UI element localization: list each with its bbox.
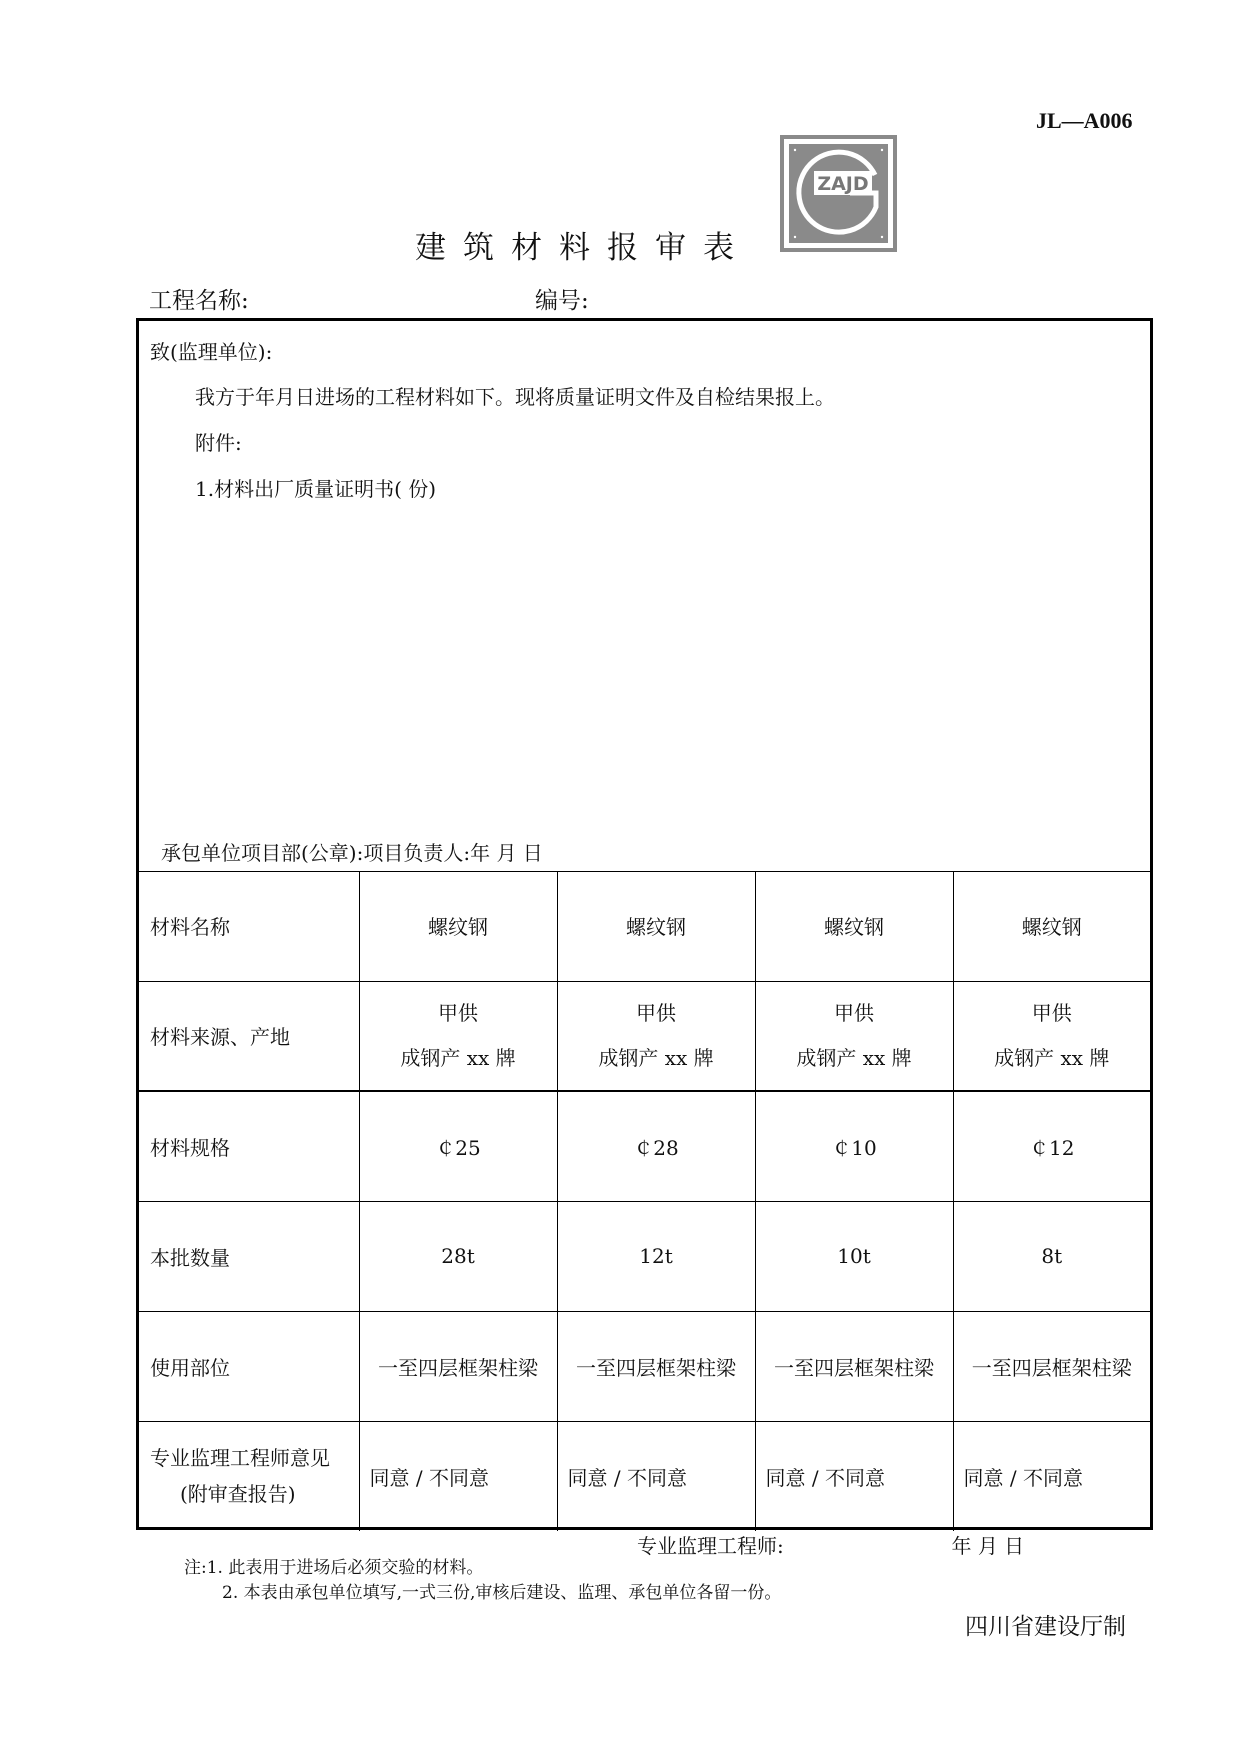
quantity-cell: 8t xyxy=(953,1201,1150,1311)
engineer-opinion-cell[interactable]: 同意 / 不同意 xyxy=(557,1421,755,1531)
material-source-cell: 甲供 成钢产 xx 牌 xyxy=(557,981,755,1091)
material-name-cell: 螺纹钢 xyxy=(953,871,1150,981)
row-label: 材料来源、产地 xyxy=(139,981,359,1091)
row-label: 专业监理工程师意见 (附审查报告) xyxy=(139,1421,359,1531)
row-label: 使用部位 xyxy=(139,1311,359,1421)
quantity-cell: 28t xyxy=(359,1201,557,1311)
usage-location-cell: 一至四层框架柱梁 xyxy=(557,1311,755,1421)
engineer-opinion-cell[interactable]: 同意 / 不同意 xyxy=(755,1421,953,1531)
table-row xyxy=(139,1091,1150,1201)
form-frame xyxy=(136,318,1153,1530)
issuer-label: 四川省建设厅制 xyxy=(965,1614,1126,1640)
material-spec-cell: ￠10 xyxy=(755,1091,953,1201)
zajd-logo xyxy=(780,135,897,252)
submission-section xyxy=(139,321,1150,872)
project-name-label: 工程名称: xyxy=(149,288,249,314)
statement-text: 我方于年月日进场的工程材料如下。现将质量证明文件及自检结果报上。 xyxy=(195,385,835,409)
material-name-cell: 螺纹钢 xyxy=(557,871,755,981)
material-table xyxy=(139,871,1150,1531)
quantity-cell: 10t xyxy=(755,1201,953,1311)
row-label: 材料规格 xyxy=(139,1091,359,1201)
table-row xyxy=(139,1421,1150,1531)
material-spec-cell: ￠25 xyxy=(359,1091,557,1201)
material-source-cell: 甲供 成钢产 xx 牌 xyxy=(359,981,557,1091)
engineer-label: 专业监理工程师: xyxy=(637,1534,784,1558)
page-title: 建筑材料报审表 xyxy=(415,230,751,266)
notes xyxy=(184,1556,781,1606)
usage-location-cell: 一至四层框架柱梁 xyxy=(953,1311,1150,1421)
form-code: JL—A006 xyxy=(1036,108,1133,133)
addressee-line: 致(监理单位): xyxy=(150,340,273,364)
material-source-cell: 甲供 成钢产 xx 牌 xyxy=(953,981,1150,1091)
attachment-item: 1.材料出厂质量证明书( 份) xyxy=(195,477,437,501)
engineer-signoff-line xyxy=(637,1530,1024,1559)
signoff-date: 年 月 日 xyxy=(951,1534,1025,1558)
table-row xyxy=(139,1311,1150,1421)
usage-location-cell: 一至四层框架柱梁 xyxy=(755,1311,953,1421)
note-line: 注:1. 此表用于进场后必须交验的材料。 xyxy=(184,1558,484,1578)
attachments-label: 附件: xyxy=(195,431,242,455)
note-line: 2. 本表由承包单位填写,一式三份,审核后建设、监理、承包单位各留一份。 xyxy=(222,1583,782,1603)
engineer-opinion-cell[interactable]: 同意 / 不同意 xyxy=(359,1421,557,1531)
quantity-cell: 12t xyxy=(557,1201,755,1311)
material-spec-cell: ￠28 xyxy=(557,1091,755,1201)
contractor-sign-line: 承包单位项目部(公章):项目负责人:年 月 日 xyxy=(161,841,543,865)
serial-number-label: 编号: xyxy=(535,288,589,314)
material-name-cell: 螺纹钢 xyxy=(755,871,953,981)
row-label: 材料名称 xyxy=(139,871,359,981)
engineer-opinion-cell[interactable]: 同意 / 不同意 xyxy=(953,1421,1150,1531)
table-row xyxy=(139,871,1150,981)
material-source-cell: 甲供 成钢产 xx 牌 xyxy=(755,981,953,1091)
logo-lettering: ZAJD xyxy=(817,173,869,195)
usage-location-cell: 一至四层框架柱梁 xyxy=(359,1311,557,1421)
material-name-cell: 螺纹钢 xyxy=(359,871,557,981)
row-label: 本批数量 xyxy=(139,1201,359,1311)
table-row xyxy=(139,981,1150,1091)
material-spec-cell: ￠12 xyxy=(953,1091,1150,1201)
table-row xyxy=(139,1201,1150,1311)
